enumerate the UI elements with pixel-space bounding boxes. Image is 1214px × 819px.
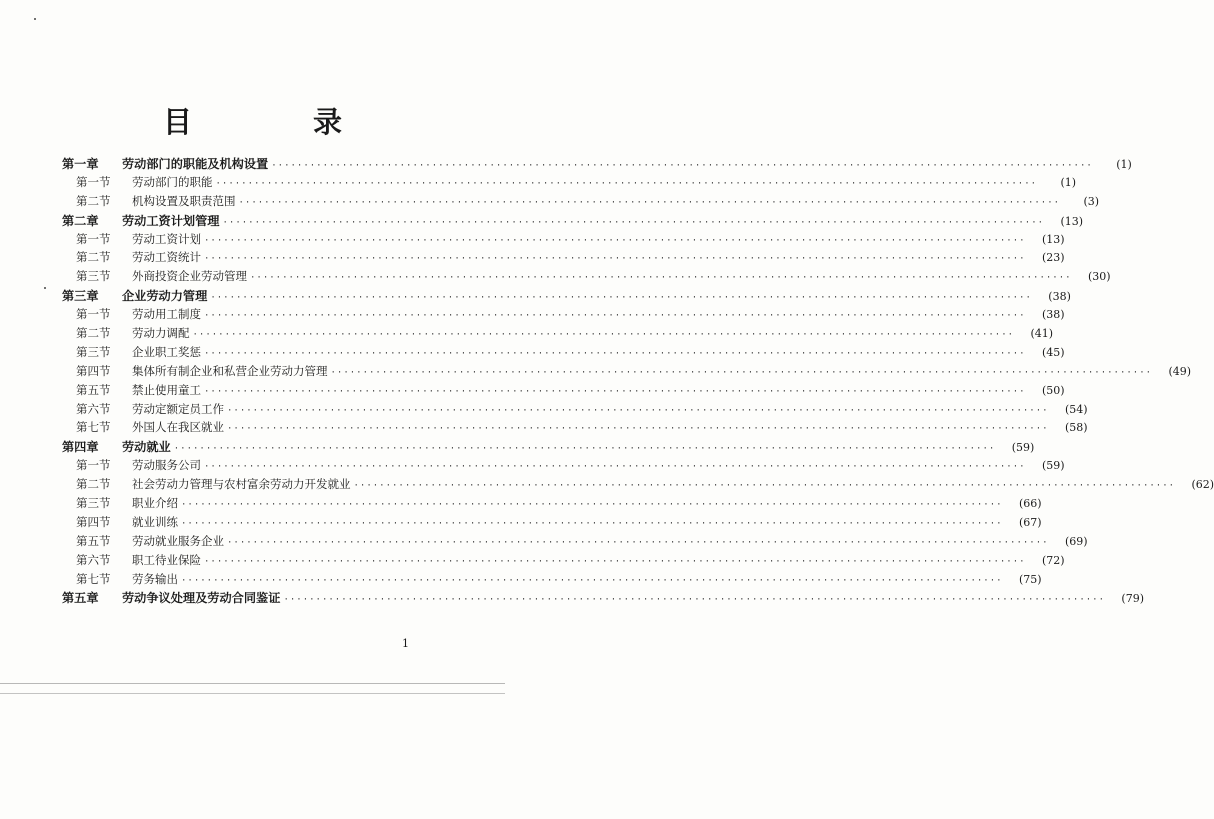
section-number: 第四节 xyxy=(76,514,111,529)
scan-edge-line xyxy=(0,693,505,694)
chapter-title: 劳动部门的职能及机构设置 xyxy=(122,157,269,171)
page-reference: (59) xyxy=(1011,441,1035,455)
toc-section-entry[interactable] xyxy=(62,249,1065,268)
toc-section-entry[interactable] xyxy=(62,306,1065,325)
section-number: 第三节 xyxy=(76,344,111,359)
toc-chapter-entry[interactable] xyxy=(62,212,1084,231)
section-title: 机构设置及职责范围 xyxy=(132,193,236,208)
table-of-contents xyxy=(62,155,1214,608)
section-title: 就业训练 xyxy=(132,514,178,529)
section-number: 第四节 xyxy=(76,363,111,378)
dot-leader xyxy=(204,462,1026,472)
section-number: 第六节 xyxy=(76,552,111,567)
page-reference: (30) xyxy=(1087,270,1111,284)
chapter-number: 第二章 xyxy=(62,213,99,228)
scan-speck xyxy=(34,18,36,20)
page-reference: (66) xyxy=(1018,497,1042,511)
section-title: 劳动工资统计 xyxy=(132,250,201,265)
page-reference: (75) xyxy=(1018,572,1042,586)
page-number: 1 xyxy=(402,637,409,650)
toc-section-entry[interactable] xyxy=(62,571,1042,590)
chapter-number: 第三章 xyxy=(62,289,99,304)
page-reference: (3) xyxy=(1083,194,1100,208)
dot-leader xyxy=(283,595,1105,605)
scan-edge-line xyxy=(0,683,505,684)
chapter-title: 劳动就业 xyxy=(122,440,171,455)
toc-section-entry[interactable] xyxy=(62,401,1088,420)
page-reference: (79) xyxy=(1121,592,1144,606)
dot-leader xyxy=(331,368,1153,378)
page-reference: (72) xyxy=(1041,553,1065,567)
dot-leader xyxy=(204,254,1026,264)
page-reference: (62) xyxy=(1191,478,1214,492)
toc-section-entry[interactable] xyxy=(62,344,1065,363)
section-title: 劳动力调配 xyxy=(132,326,190,341)
page-reference: (13) xyxy=(1041,232,1065,246)
section-title: 职业介绍 xyxy=(132,496,178,511)
section-title: 外国人在我区就业 xyxy=(132,420,224,435)
page-reference: (41) xyxy=(1030,327,1054,341)
page-reference: (23) xyxy=(1041,251,1065,265)
section-title: 劳动工资计划 xyxy=(132,231,201,246)
toc-section-entry[interactable] xyxy=(62,382,1065,401)
page-reference: (54) xyxy=(1064,402,1088,416)
toc-section-entry[interactable] xyxy=(62,268,1111,287)
dot-leader xyxy=(216,179,1038,189)
chapter-title: 企业劳动力管理 xyxy=(122,289,208,304)
section-number: 第七节 xyxy=(76,420,111,435)
section-title: 外商投资企业劳动管理 xyxy=(132,269,247,284)
page-reference: (49) xyxy=(1168,364,1192,378)
section-number: 第六节 xyxy=(76,401,111,416)
page-reference: (50) xyxy=(1041,383,1065,397)
page-reference: (45) xyxy=(1041,345,1065,359)
dot-leader xyxy=(239,198,1061,208)
dot-leader xyxy=(204,557,1026,567)
chapter-title: 劳动争议处理及劳动合同鉴证 xyxy=(122,591,281,606)
dot-leader xyxy=(193,330,1015,340)
section-number: 第三节 xyxy=(76,496,111,511)
toc-section-entry[interactable] xyxy=(62,514,1042,533)
dot-leader xyxy=(227,424,1049,434)
section-number: 第三节 xyxy=(76,269,111,284)
section-number: 第二节 xyxy=(76,193,111,208)
section-number: 第二节 xyxy=(76,326,111,341)
page-reference: (38) xyxy=(1041,308,1065,322)
section-title: 劳动定额定员工作 xyxy=(132,401,224,416)
dot-leader xyxy=(181,519,1003,529)
dot-leader xyxy=(271,161,1093,171)
section-number: 第二节 xyxy=(76,250,111,265)
page-reference: (67) xyxy=(1018,515,1042,529)
toc-section-entry[interactable] xyxy=(62,325,1054,344)
section-number: 第二节 xyxy=(76,477,111,492)
dot-leader xyxy=(181,500,1003,510)
chapter-number: 第五章 xyxy=(62,591,99,606)
section-title: 劳务输出 xyxy=(132,571,178,586)
section-number: 第一节 xyxy=(76,458,111,473)
page-reference: (1) xyxy=(1060,175,1077,189)
toc-section-entry[interactable] xyxy=(62,457,1065,476)
scan-speck xyxy=(44,287,46,289)
section-number: 第五节 xyxy=(76,382,111,397)
dot-leader xyxy=(204,387,1026,397)
toc-section-entry[interactable] xyxy=(62,533,1088,552)
section-title: 劳动服务公司 xyxy=(132,458,201,473)
page-reference: (59) xyxy=(1041,459,1065,473)
toc-chapter-entry[interactable] xyxy=(62,287,1071,306)
page-reference: (13) xyxy=(1060,214,1084,228)
section-title: 集体所有制企业和私营企业劳动力管理 xyxy=(132,363,328,378)
dot-leader xyxy=(227,406,1049,416)
toc-section-entry[interactable] xyxy=(62,552,1065,571)
page-title: 目 录 xyxy=(162,105,388,139)
toc-section-entry[interactable] xyxy=(62,193,1100,212)
section-number: 第一节 xyxy=(76,231,111,246)
toc-chapter-entry[interactable] xyxy=(62,589,1144,608)
dot-leader xyxy=(223,218,1045,228)
page-reference: (58) xyxy=(1064,421,1088,435)
section-title: 职工待业保险 xyxy=(132,552,201,567)
dot-leader xyxy=(210,293,1032,303)
chapter-title: 劳动工资计划管理 xyxy=(122,213,220,228)
toc-section-entry[interactable] xyxy=(62,419,1088,438)
dot-leader xyxy=(204,349,1026,359)
section-title: 禁止使用童工 xyxy=(132,382,201,397)
section-title: 劳动部门的职能 xyxy=(132,174,213,189)
dot-leader xyxy=(181,576,1003,586)
page-reference: (69) xyxy=(1064,534,1088,548)
section-title: 社会劳动力管理与农村富余劳动力开发就业 xyxy=(132,477,351,492)
dot-leader xyxy=(354,481,1176,491)
section-number: 第五节 xyxy=(76,533,111,548)
toc-section-entry[interactable] xyxy=(62,363,1192,382)
page-reference: (38) xyxy=(1048,290,1071,304)
section-title: 劳动就业服务企业 xyxy=(132,533,224,548)
toc-section-entry[interactable] xyxy=(62,231,1065,250)
toc-chapter-entry[interactable] xyxy=(62,438,1035,457)
dot-leader xyxy=(204,236,1026,246)
toc-chapter-entry[interactable] xyxy=(62,155,1132,174)
dot-leader xyxy=(174,444,996,454)
section-number: 第一节 xyxy=(76,174,111,189)
dot-leader xyxy=(204,311,1026,321)
section-number: 第七节 xyxy=(76,571,111,586)
section-number: 第一节 xyxy=(76,307,111,322)
toc-section-entry[interactable] xyxy=(62,476,1214,495)
page-reference: (1) xyxy=(1116,158,1132,171)
section-title: 企业职工奖惩 xyxy=(132,344,201,359)
section-title: 劳动用工制度 xyxy=(132,307,201,322)
chapter-number: 第一章 xyxy=(62,157,99,171)
dot-leader xyxy=(250,273,1072,283)
toc-section-entry[interactable] xyxy=(62,495,1042,514)
chapter-number: 第四章 xyxy=(62,440,99,455)
toc-section-entry[interactable] xyxy=(62,174,1077,193)
dot-leader xyxy=(227,538,1049,548)
